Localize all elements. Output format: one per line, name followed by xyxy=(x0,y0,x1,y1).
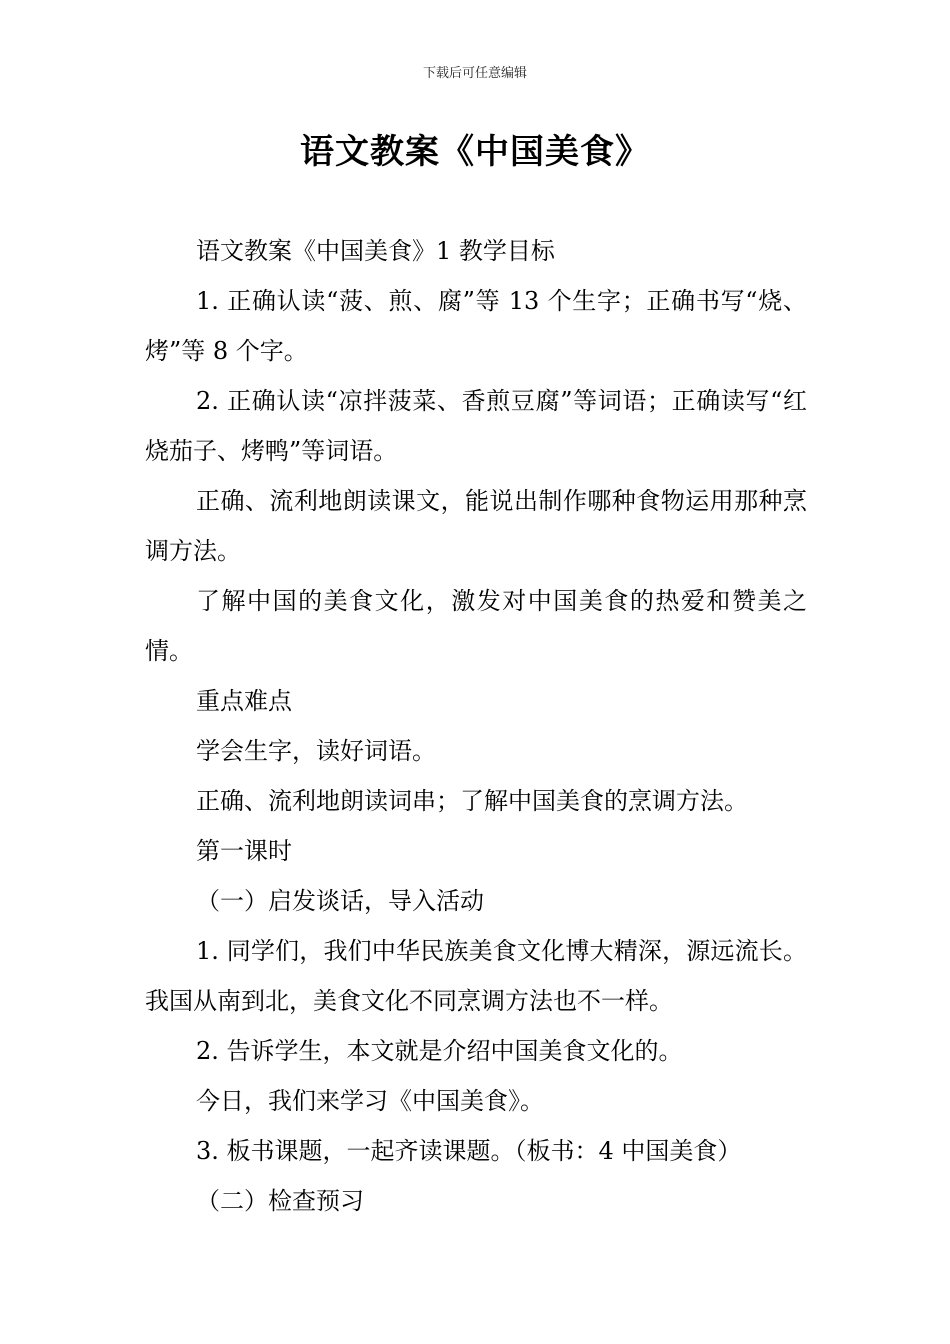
paragraph-lesson-heading: 第一课时 xyxy=(196,837,292,865)
header-note: 下载后可任意编辑 xyxy=(422,66,527,81)
paragraph-objectives-heading: 语文教案《中国美食》1 教学目标 xyxy=(196,237,555,265)
document-title: 语文教案《中国美食》 xyxy=(300,132,650,172)
paragraph-step-3: 3. 板书课题，一起齐读课题。（板书：4 中国美食） xyxy=(196,1137,742,1165)
paragraph-step-2b: 今日，我们来学习《中国美食》。 xyxy=(196,1087,544,1115)
paragraph-step-1: 1. 同学们，我们中华民族美食文化博大精深，源远流长。我国从南到北，美食文化不同烹调方法也不一样。 xyxy=(145,937,807,1015)
paragraph-key-point-2: 正确、流利地朗读词串；了解中国美食的烹调方法。 xyxy=(196,787,748,815)
paragraph-objective-1: 1. 正确认读“菠、煎、腐”等 13 个生字；正确书写“烧、烤”等 8 个字。 xyxy=(145,287,807,365)
paragraph-section-1-heading: （一）启发谈话，导入活动 xyxy=(196,887,484,915)
paragraph-objective-4: 了解中国的美食文化，激发对中国美食的热爱和赞美之情。 xyxy=(145,587,807,665)
paragraph-objective-3: 正确、流利地朗读课文，能说出制作哪种食物运用那种烹调方法。 xyxy=(145,487,807,565)
paragraph-step-2: 2. 告诉学生，本文就是介绍中国美食文化的。 xyxy=(196,1037,683,1065)
paragraph-key-points-heading: 重点难点 xyxy=(196,687,292,715)
paragraph-objective-2: 2. 正确认读“凉拌菠菜、香煎豆腐”等词语；正确读写“红烧茄子、烤鸭”等词语。 xyxy=(145,387,807,465)
paragraph-key-point-1: 学会生字，读好词语。 xyxy=(196,737,436,765)
paragraph-section-2-heading: （二）检查预习 xyxy=(196,1187,364,1215)
document-body xyxy=(145,226,807,1226)
